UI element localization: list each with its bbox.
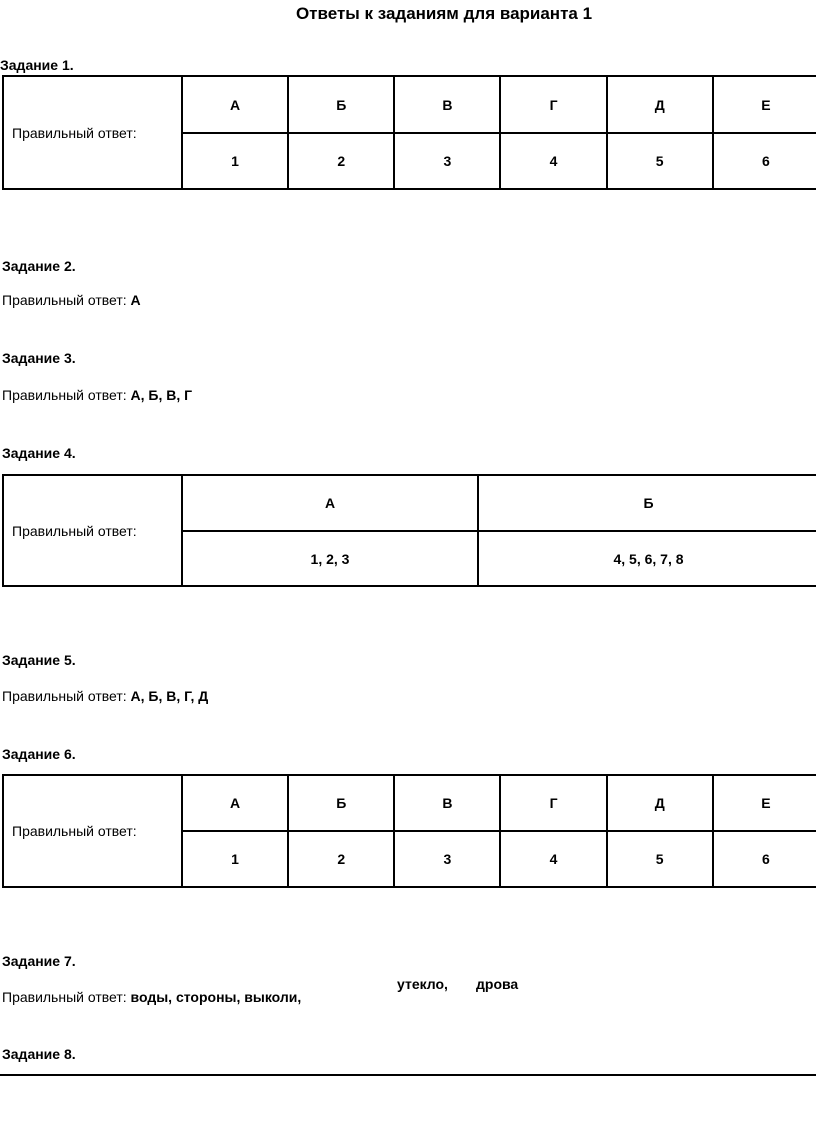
letter-cell: Б — [288, 76, 394, 133]
task2-heading: Задание 2. — [2, 258, 76, 274]
number-cell: 3 — [394, 133, 500, 189]
letter-cell: Б — [288, 775, 394, 831]
answer-value: А — [130, 292, 141, 308]
answer-prefix: Правильный ответ: — [2, 292, 131, 308]
task4-heading: Задание 4. — [2, 445, 76, 461]
letter-cell: Б — [478, 475, 816, 531]
number-cell: 6 — [713, 133, 816, 189]
answer-prefix: Правильный ответ: — [2, 688, 131, 704]
letter-cell: А — [182, 775, 288, 831]
task6-heading: Задание 6. — [2, 746, 76, 762]
answer-label: Правильный ответ: — [3, 775, 182, 887]
number-cell: 1 — [182, 133, 288, 189]
number-cell: 5 — [607, 831, 713, 887]
letter-cell: А — [182, 76, 288, 133]
task4-table — [2, 474, 816, 587]
value-cell: 4, 5, 6, 7, 8 — [478, 531, 816, 586]
number-cell: 4 — [500, 831, 606, 887]
task7-overflow-word: дрова — [476, 976, 519, 992]
task2-answer — [2, 292, 141, 308]
value-cell: 1, 2, 3 — [182, 531, 478, 586]
answer-value: А, Б, В, Г — [130, 387, 193, 403]
answer-label: Правильный ответ: — [3, 475, 182, 586]
task1-table — [2, 75, 816, 190]
number-cell: 4 — [500, 133, 606, 189]
page-title: Ответы к заданиям для варианта 1 — [295, 4, 593, 23]
answer-value: воды, стороны, выколи, — [130, 989, 302, 1005]
task7-heading: Задание 7. — [2, 953, 76, 969]
task6-table — [2, 774, 816, 888]
number-cell: 5 — [607, 133, 713, 189]
letter-cell: Д — [607, 76, 713, 133]
task3-answer — [2, 387, 192, 403]
letter-cell: В — [394, 76, 500, 133]
letter-cell: Е — [713, 775, 816, 831]
letter-cell: Г — [500, 76, 606, 133]
task7-overflow-word: утекло, — [397, 976, 448, 992]
letter-cell: Д — [607, 775, 713, 831]
letter-cell: Е — [713, 76, 816, 133]
number-cell: 3 — [394, 831, 500, 887]
letter-cell: Г — [500, 775, 606, 831]
number-cell: 2 — [288, 133, 394, 189]
letter-cell: В — [394, 775, 500, 831]
task7-answer — [2, 989, 301, 1005]
task8-heading: Задание 8. — [2, 1046, 76, 1062]
answer-prefix: Правильный ответ: — [2, 989, 131, 1005]
task3-heading: Задание 3. — [2, 350, 76, 366]
task5-answer — [2, 688, 208, 704]
answer-prefix: Правильный ответ: — [2, 387, 131, 403]
number-cell: 1 — [182, 831, 288, 887]
number-cell: 6 — [713, 831, 816, 887]
task1-heading: Задание 1. — [0, 57, 74, 73]
horizontal-rule — [0, 1074, 816, 1076]
letter-cell: А — [182, 475, 478, 531]
answer-label: Правильный ответ: — [3, 76, 182, 189]
number-cell: 2 — [288, 831, 394, 887]
answer-value: А, Б, В, Г, Д — [130, 688, 209, 704]
task5-heading: Задание 5. — [2, 652, 76, 668]
